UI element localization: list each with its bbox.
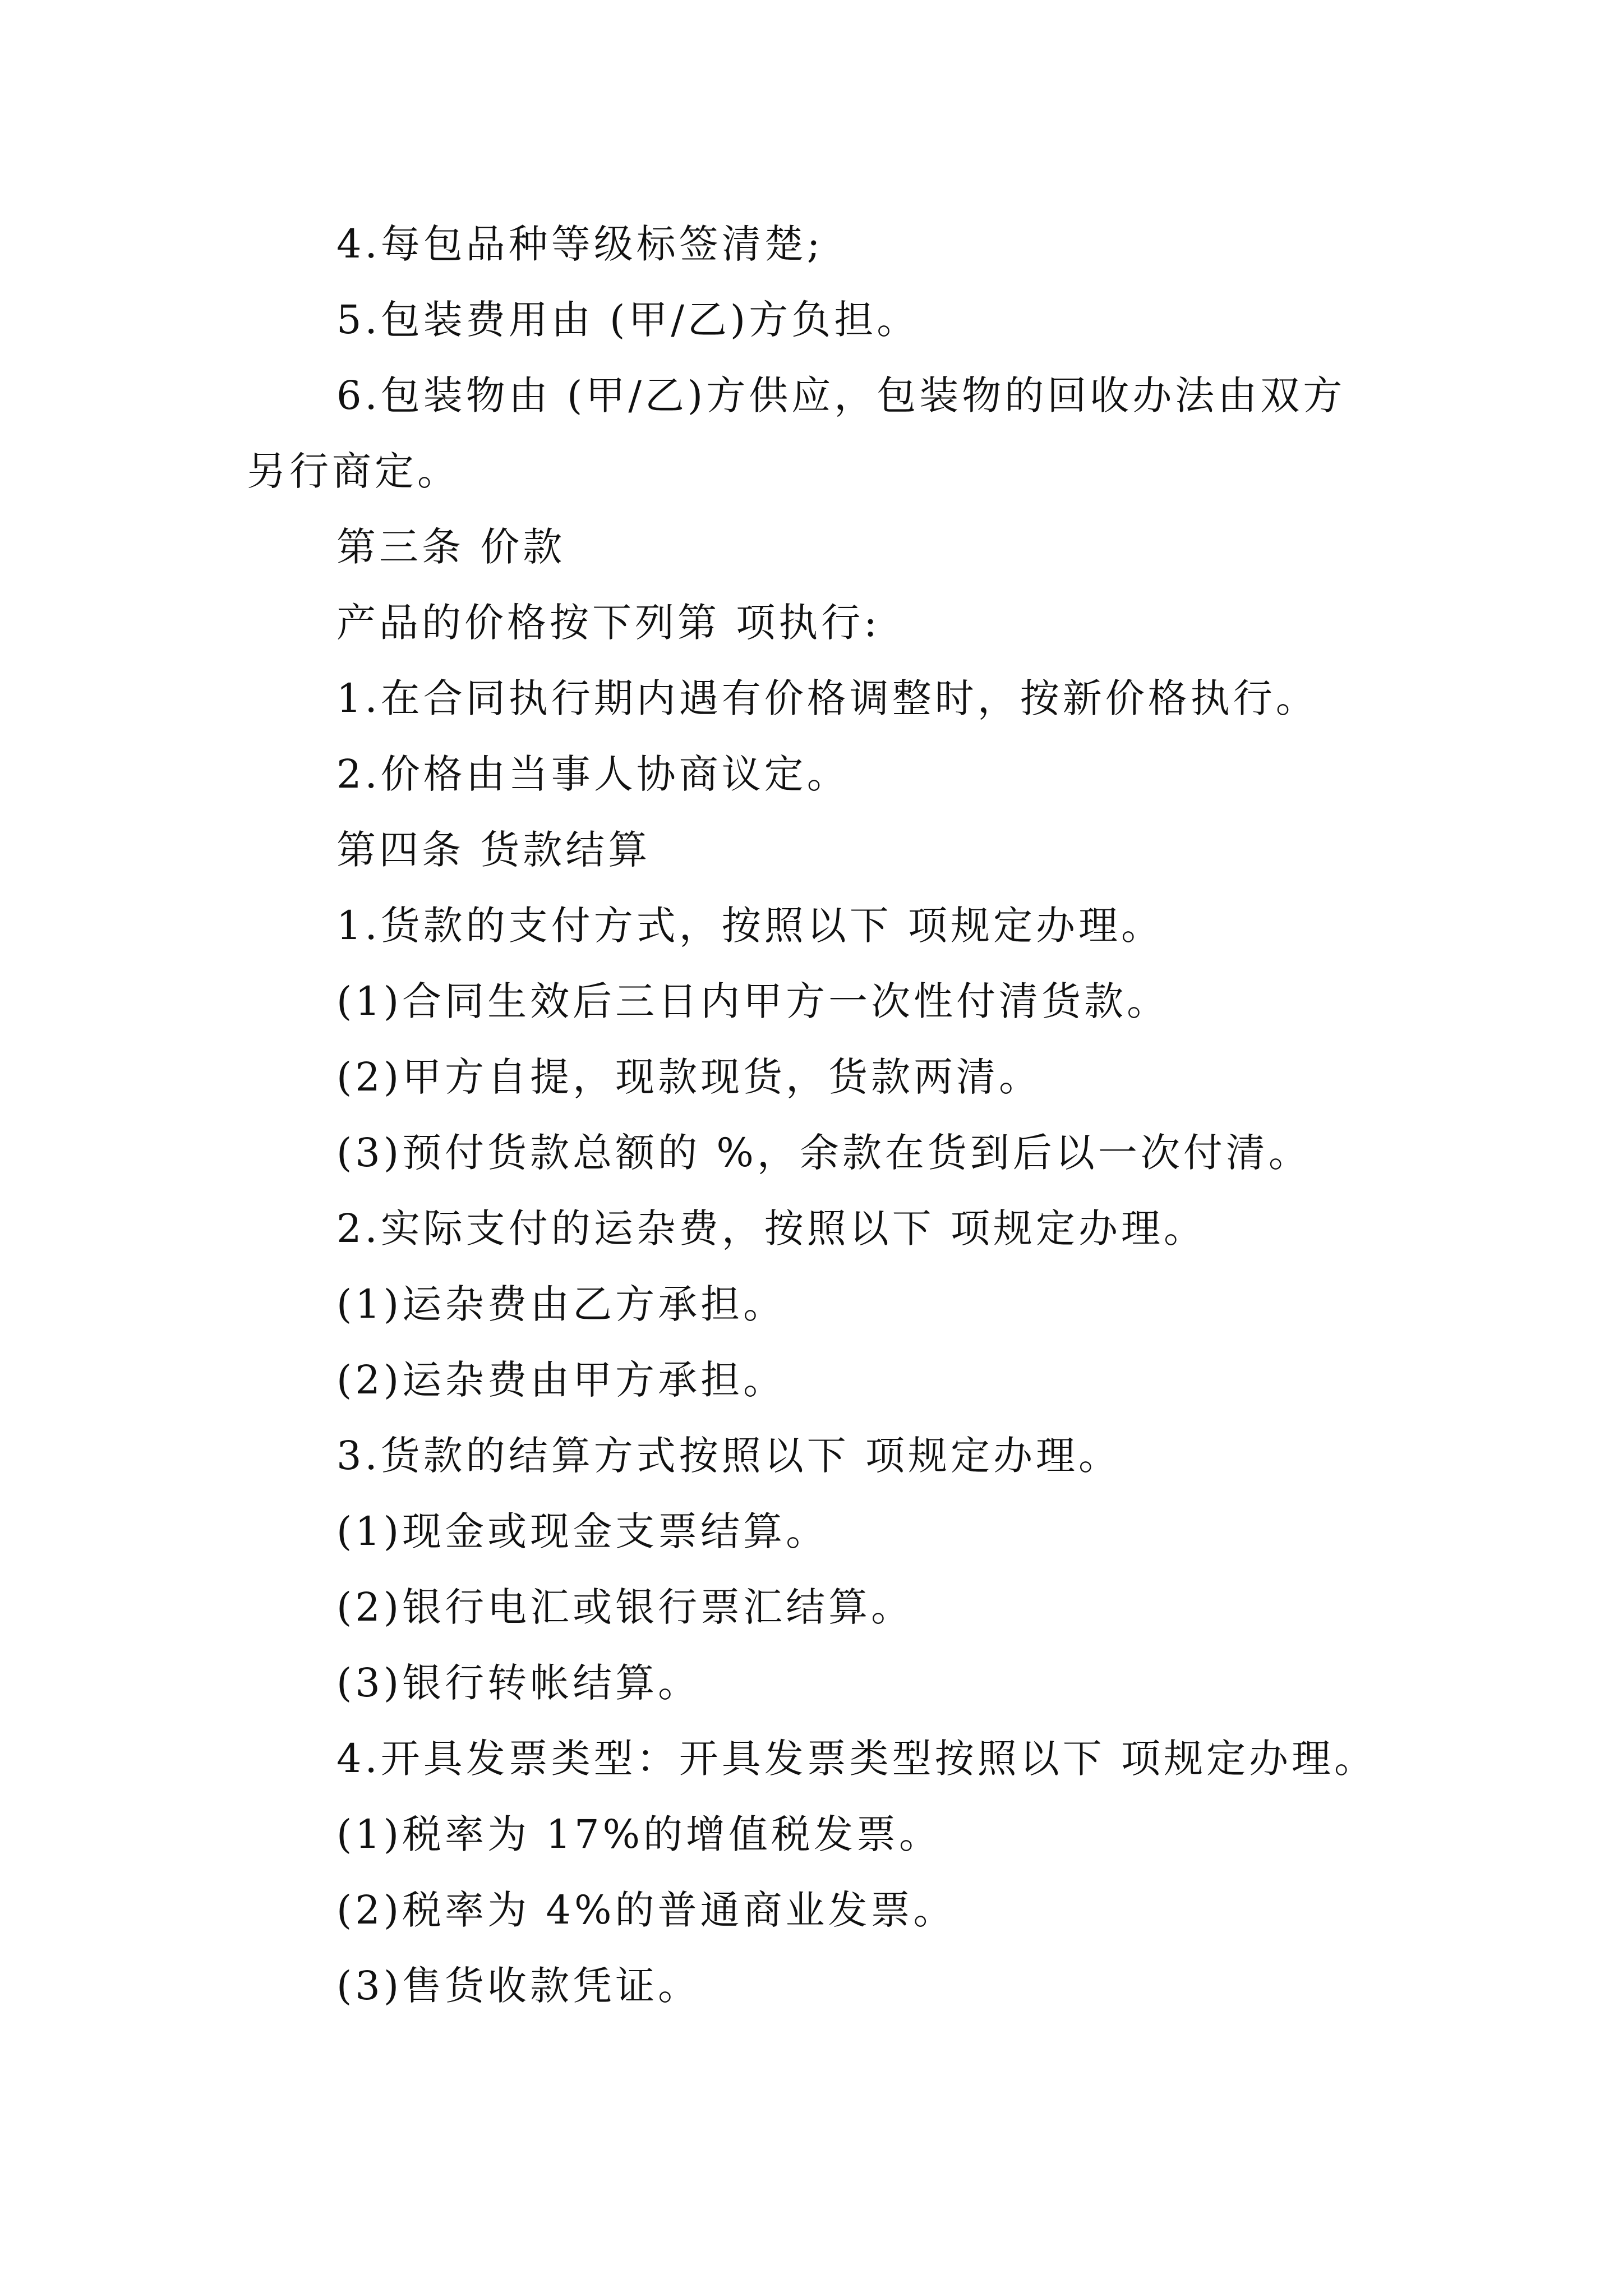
clause-line-4: 另行商定。 xyxy=(247,448,460,494)
clause-line-8: 2.价格由当事人协商议定。 xyxy=(336,751,850,797)
section-heading-price: 第三条 价款 xyxy=(336,524,566,570)
clause-line-11: (1)合同生效后三日内甲方一次性付清货款。 xyxy=(336,978,1170,1024)
clause-line-12: (2)甲方自提，现款现货，货款两清。 xyxy=(336,1054,1042,1100)
clause-line-21: 4.开具发票类型：开具发票类型按照以下 项规定办理。 xyxy=(336,1736,1377,1782)
clause-line-1: 4.每包品种等级标签清楚; xyxy=(336,221,824,267)
clause-line-13: (3)预付货款总额的 %，余款在货到后以一次付清。 xyxy=(336,1130,1311,1176)
clause-line-22: (1)税率为 17%的增值税发票。 xyxy=(336,1811,942,1857)
clause-line-10: 1.货款的支付方式，按照以下 项规定办理。 xyxy=(336,903,1164,949)
section-heading-payment: 第四条 货款结算 xyxy=(336,827,651,873)
clause-line-24: (3)售货收款凭证。 xyxy=(336,1963,701,2009)
clause-line-20: (3)银行转帐结算。 xyxy=(336,1660,701,1706)
clause-line-6: 产品的价格按下列第 项执行: xyxy=(336,600,880,646)
clause-line-14: 2.实际支付的运杂费，按照以下 项规定办理。 xyxy=(336,1205,1207,1251)
clause-line-23: (2)税率为 4%的普通商业发票。 xyxy=(336,1887,956,1933)
clause-line-3: 6.包装物由 (甲/乙)方供应，包装物的回收办法由双方 xyxy=(336,372,1346,418)
clause-line-7: 1.在合同执行期内遇有价格调整时，按新价格执行。 xyxy=(336,675,1318,721)
clause-line-16: (2)运杂费由甲方承担。 xyxy=(336,1357,786,1403)
clause-line-15: (1)运杂费由乙方承担。 xyxy=(336,1281,786,1327)
clause-line-17: 3.货款的结算方式按照以下 项规定办理。 xyxy=(336,1433,1122,1479)
clause-line-19: (2)银行电汇或银行票汇结算。 xyxy=(336,1584,914,1630)
clause-line-2: 5.包装费用由 (甲/乙)方负担。 xyxy=(336,297,920,343)
clause-line-18: (1)现金或现金支票结算。 xyxy=(336,1508,829,1554)
